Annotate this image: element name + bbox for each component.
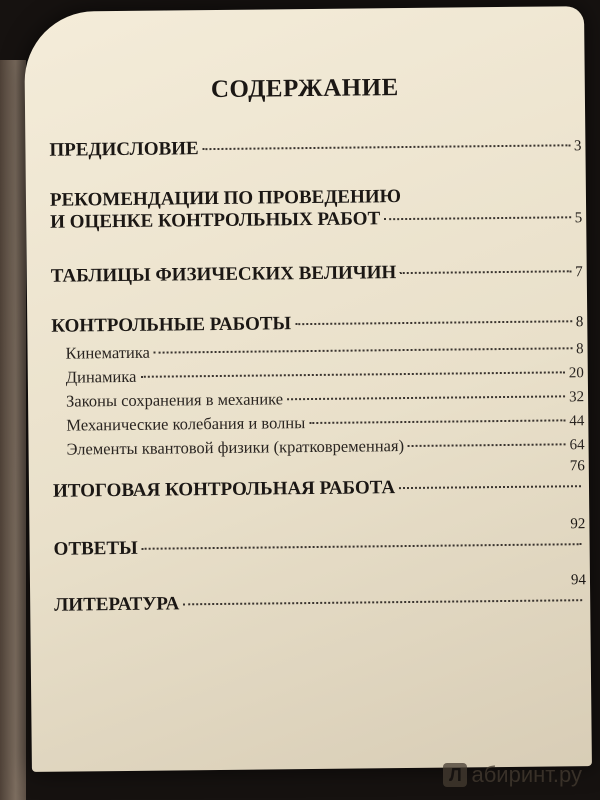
toc-page-number: 7 xyxy=(575,264,583,281)
toc-entry-label: ТАБЛИЦЫ ФИЗИЧЕСКИХ ВЕЛИЧИН xyxy=(50,262,397,287)
toc-entry-label: ПРЕДИСЛОВИЕ xyxy=(49,138,199,161)
toc-entry-label: ЛИТЕРАТУРА xyxy=(54,593,180,616)
toc-page-number: 32 xyxy=(568,389,585,406)
toc-entry-label: КОНТРОЛЬНЫЕ РАБОТЫ xyxy=(51,313,292,337)
toc-page-number: 92 xyxy=(570,516,586,533)
toc-page-number: 20 xyxy=(568,365,584,382)
dot-leader xyxy=(309,419,565,424)
dot-leader xyxy=(408,443,566,447)
dot-leader xyxy=(295,320,572,325)
toc-subentry-label: Механические колебания и волны xyxy=(66,413,306,435)
toc-entry-answers xyxy=(53,516,585,561)
toc-entry-tables xyxy=(51,260,583,288)
dot-leader xyxy=(142,543,582,550)
toc-entry-label: ИТОГОВАЯ КОНТРОЛЬНАЯ РАБОТА xyxy=(52,477,396,502)
toc-subentry xyxy=(65,338,583,363)
dot-leader xyxy=(287,395,565,400)
toc-page-number: 76 xyxy=(569,458,585,475)
labirint-logo-icon: Л xyxy=(443,763,467,787)
toc-page-number: 64 xyxy=(569,437,585,454)
toc-subentry-label: Динамика xyxy=(65,366,137,387)
watermark-text: абиринт.ру xyxy=(471,762,582,787)
toc-entry-final-test xyxy=(53,458,585,503)
toc-entry-label-line-1: РЕКОМЕНДАЦИИ ПО ПРОВЕДЕНИЮ xyxy=(49,186,402,211)
toc-page-number: 44 xyxy=(569,413,585,430)
toc-subentry-label: Кинематика xyxy=(65,342,151,363)
toc-subentry xyxy=(66,386,584,411)
toc-subentry-label: Элементы квантовой физики (кратковременная) xyxy=(66,436,405,459)
toc-page-number: 94 xyxy=(570,572,587,589)
toc-entry-label-line-2: И ОЦЕНКЕ КОНТРОЛЬНЫХ РАБОТ xyxy=(50,208,381,233)
dot-leader xyxy=(203,144,570,150)
labirint-watermark xyxy=(443,762,582,788)
toc-subentry xyxy=(66,362,584,387)
toc-page-number: 8 xyxy=(575,341,584,358)
dot-leader xyxy=(183,599,582,605)
dot-leader xyxy=(384,216,570,220)
adjacent-page-edge xyxy=(0,60,26,800)
toc-subentry xyxy=(66,410,584,435)
toc-subentry xyxy=(66,434,584,459)
dot-leader xyxy=(140,371,564,377)
toc-entry-tests xyxy=(51,310,583,338)
page-title: СОДЕРЖАНИЕ xyxy=(210,74,399,104)
toc-page-number: 5 xyxy=(574,210,583,227)
toc-entry-recommendations xyxy=(50,184,582,234)
toc-entry-preface xyxy=(49,134,581,162)
dot-leader xyxy=(154,347,572,353)
dot-leader xyxy=(399,485,581,489)
toc-subentry-label: Законы сохранения в механике xyxy=(65,389,284,411)
toc-page-number: 3 xyxy=(573,138,582,155)
toc-page-number: 8 xyxy=(575,314,584,331)
toc-entry-label: ОТВЕТЫ xyxy=(53,537,138,560)
dot-leader xyxy=(400,270,571,274)
toc-entry-literature xyxy=(54,572,586,617)
book-page xyxy=(24,6,592,772)
